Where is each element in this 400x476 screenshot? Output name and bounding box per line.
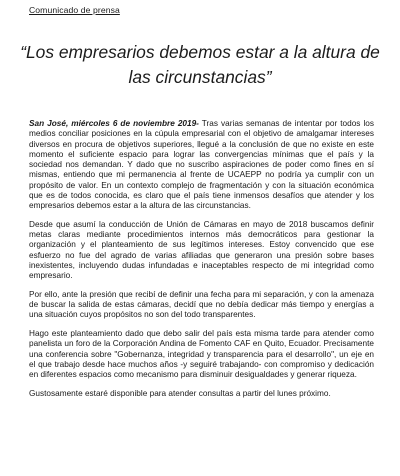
body-paragraph-4: Hago este planteamiento dado que debo salir del país esta misma tarde para atender como panelista un foro de la Corporación Andina de Fomento CAF en Quito, Ecuador. Precisamente una conferencia sobre "Gobernanza, integridad y transparencia para el desarrollo", un eje en el que trabajo desde hace muchos años -y seguiré trabajando- con compromiso y dedicación en diferentes espacios como mecanismo para disminuir desigualdades y generar riqueza. [29,329,374,379]
body-paragraph-3: Por ello, ante la presión que recibí de definir una fecha para mi separación, y con la amenaza de buscar la salida de estas cámaras, decidí que no debía dedicar más tiempo y energías a una situación cuyos propósitos no son del todo transparentes. [29,289,374,320]
body-paragraph-1 [29,119,374,211]
document-type-label: Comunicado de prensa [29,5,120,15]
press-release-headline: “Los empresarios debemos estar a la altura de las circunstancias” [20,42,380,87]
press-release-body [29,119,374,408]
dateline: San José, miércoles 6 de noviembre 2019- [29,119,199,128]
body-paragraph-2: Desde que asumí la conducción de Unión de Cámaras en mayo de 2018 buscamos definir metas claras mediante procedimientos internos más democráticos para gestionar la organización y el planteamiento de sus legítimos intereses. Estoy convencido que ese esfuerzo no fue del agrado de varias afiliadas que generaron una presión sobre bases inexistentes, incluyendo dudas infundadas e inaceptables respecto de mi integridad como empresario. [29,219,374,280]
body-paragraph-5: Gustosamente estaré disponible para atender consultas a partir del lunes próximo. [29,388,331,398]
paragraph-1-text: Tras varias semanas de intentar por todos los medios conciliar posiciones en la cúpula empresarial con el objetivo de amalgamar intereses diversos en procura de objetivos superiores, llegué a la conclusión de que no existe en este momento el suficiente espacio para lograr las convergencias mínimas que el país y la sociedad nos demandan. Y dado que no suscribo aspiraciones de poder como fines en sí mismas, entiendo que mi permanencia al frente de UCAEPP no podría ya cumplir con un propósito de valor. En un contexto complejo de fragmentación y con la situación económica que es de todos conocida, es claro que el país tiene inmensos desafíos que atender y los empresarios debemos estar a la altura de las circunstancias. [29,119,374,210]
